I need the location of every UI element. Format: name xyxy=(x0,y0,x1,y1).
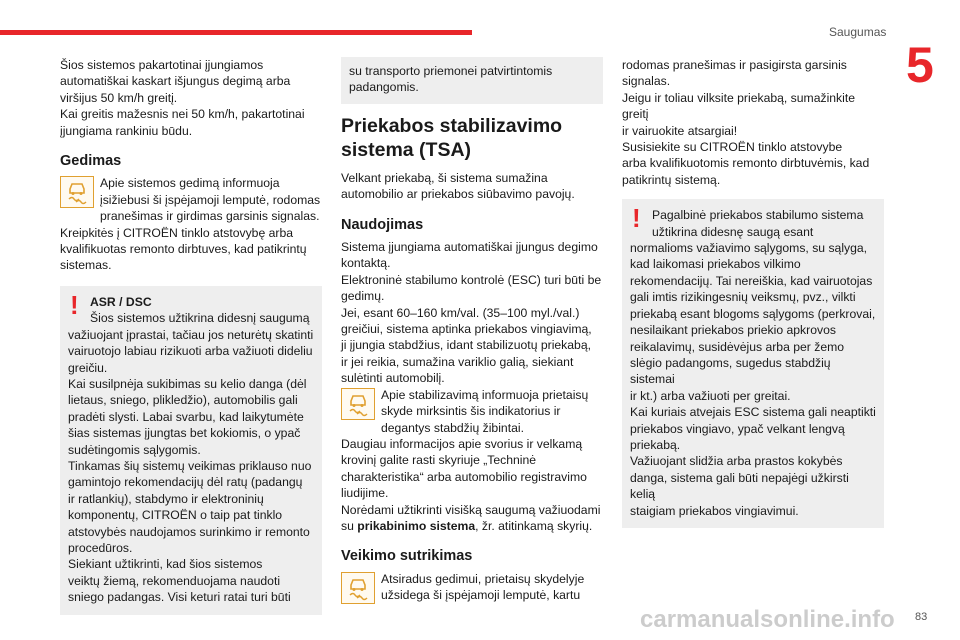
naudojimas-paragraph: Sistema įjungiama automatiškai įjungus degimo kontaktą. Elektroninė stabilumo kontrolė (ESC) turi būti be gedimų. Jei, esant 60–160 km/val. (35–100 myl./val.) greičiui, sistema aptinka priekabos vingiavimą, ji įjungia stabdžius, idant stabilizuotų priekabą, ir jei reikia, sumažina variklio galią, siekiant sulėtinti automobilį. xyxy=(341,240,602,386)
warning-title: ASR / DSC xyxy=(90,294,152,309)
header-accent-bar xyxy=(0,30,472,35)
chapter-number: 5 xyxy=(906,37,934,93)
skid-fault-icon xyxy=(341,572,375,604)
gedimas-heading: Gedimas xyxy=(60,153,122,170)
fault-continuation: rodomas pranešimas ir pasigirsta garsinis signalas. Jeigu ir toliau vilksite priekabą, sumažinkite greitį ir vairuokite atsargiai! Susisiekite su CITROËN tinklo atstovybe arba kvalifikuotomis remonto dirbtuvėmis, kad patikrintų sistemą. xyxy=(622,58,870,187)
towing-system-term: prikabinimo sistema xyxy=(357,518,476,533)
veikimo-sutrikimas-heading: Veikimo sutrikimas xyxy=(341,548,473,565)
page-number: 83 xyxy=(915,611,928,623)
skid-indicator-icon xyxy=(341,388,375,420)
column-2 xyxy=(341,57,603,606)
naudojimas-heading: Naudojimas xyxy=(341,216,424,233)
warning-text: Pagalbinė priekabos stabilumo sistema užtikrina didesnę saugą esant normalioms važiavimo sąlygoms, su sąlyga, kad laikomasi priekabos vilkimo rekomendacijų. Tai nereiškia, kad vairuotojas gali imtis rizikingesnių veiksmų, pvz., vilkti priekabą esant blogoms sąlygoms (perkrovai, nesilaikant priekabos priekio apkrovos reikalavimų, susidėvėjus arba per žemo slėgio padangoms, sugedus stabdžių sistemai ir kt.) arba važiuoti per greitai. Kai kuriais atvejais ESC sistema gali neaptikti priekabos vingiavo, ypač velkant lengvą priekabą. Važiuojant slidžia arba prastos kokybės danga, sistema gali būti nepajėgi užkirsti kelią staigiam priekabos vingiavimui. xyxy=(630,208,876,518)
skid-warning-icon xyxy=(60,176,94,208)
tsa-warning-box xyxy=(622,199,884,528)
continued-note-box: su transporto priemonei patvirtintomis padangomis. xyxy=(341,57,603,104)
tsa-intro: Velkant priekabą, ši sistema sumažina automobilio ar priekabos siūbavimo pavojų. xyxy=(341,170,575,202)
watermark: carmanualsonline.info xyxy=(640,606,895,633)
exclamation-icon: ! xyxy=(632,203,641,234)
intro-paragraph: Šios sistemos pakartotinai įjungiamos automatiškai kaskart išjungus degimą arba viršijus 50 km/h greitį. Kai greitis mažesnis nei 50 km/h, pakartotinai įjungiama rankiniu būdu. xyxy=(60,58,305,138)
exclamation-icon: ! xyxy=(70,289,79,320)
veikimo-paragraph: Atsiradus gedimui, prietaisų skydelyje užsidega ši įspėjamoji lemputė, kartu xyxy=(341,571,603,604)
tsa-title: Priekabos stabilizavimo sistema (TSA) xyxy=(341,114,563,161)
warning-text: Šios sistemos užtikrina didesnį saugumą važiuojant įprastai, tačiau jos neturėtų skatinti vairuotojo labiau rizikuoti arba važiuoti dideliu greičiu. Kai susilpnėja sukibimas su kelio danga (dėl lietaus, sniego, plikledžio), automobilis gali pradėti slysti. Labai svarbu, kad laikytumėte šias sistemas įjungtas bet kokiomis, o ypač sudėtingomis sąlygomis. Tinkamas šių sistemų veikimas priklauso nuo gamintojo rekomendacijų dėl ratų (padangų ir ratlankių), stabdymo ir elektroninių komponentų, CITROËN o taip pat tinklo atstovybės naudojamos surinkimo ir remonto procedūros. Siekiant užtikrinti, kad šios sistemos veiktų žiemą, rekomenduojama naudoti sniego padangas. Visi keturi ratai turi būti xyxy=(68,311,314,605)
gedimas-paragraph: Apie sistemos gedimą informuoja įsižiebusi ši įspėjamoji lemputė, rodomas pranešimas ir girdimas garsinis signalas. Kreipkitės į CITROËN tinklo atstovybę arba kvalifikuotas remonto dirbtuves, kad patikrintų sistemas. xyxy=(60,176,321,273)
section-title: Saugumas xyxy=(829,25,887,39)
column-1 xyxy=(60,57,322,615)
asr-dsc-warning-box xyxy=(60,286,322,615)
column-3 xyxy=(622,57,884,528)
stabilization-indicator-paragraph: Apie stabilizavimą informuoja prietaisų skyde mirksintis šis indikatorius ir degantys stabdžių žibintai. Daugiau informacijos apie svorius ir velkamą krovinį galite rasti skyriuje „Techninė charakteristika“ arba automobilio registravimo liudijime. Norėdami užtikrinti visišką saugumą važiuodami su prikabinimo sistema, žr. atitinkamą skyrių. xyxy=(341,387,601,533)
